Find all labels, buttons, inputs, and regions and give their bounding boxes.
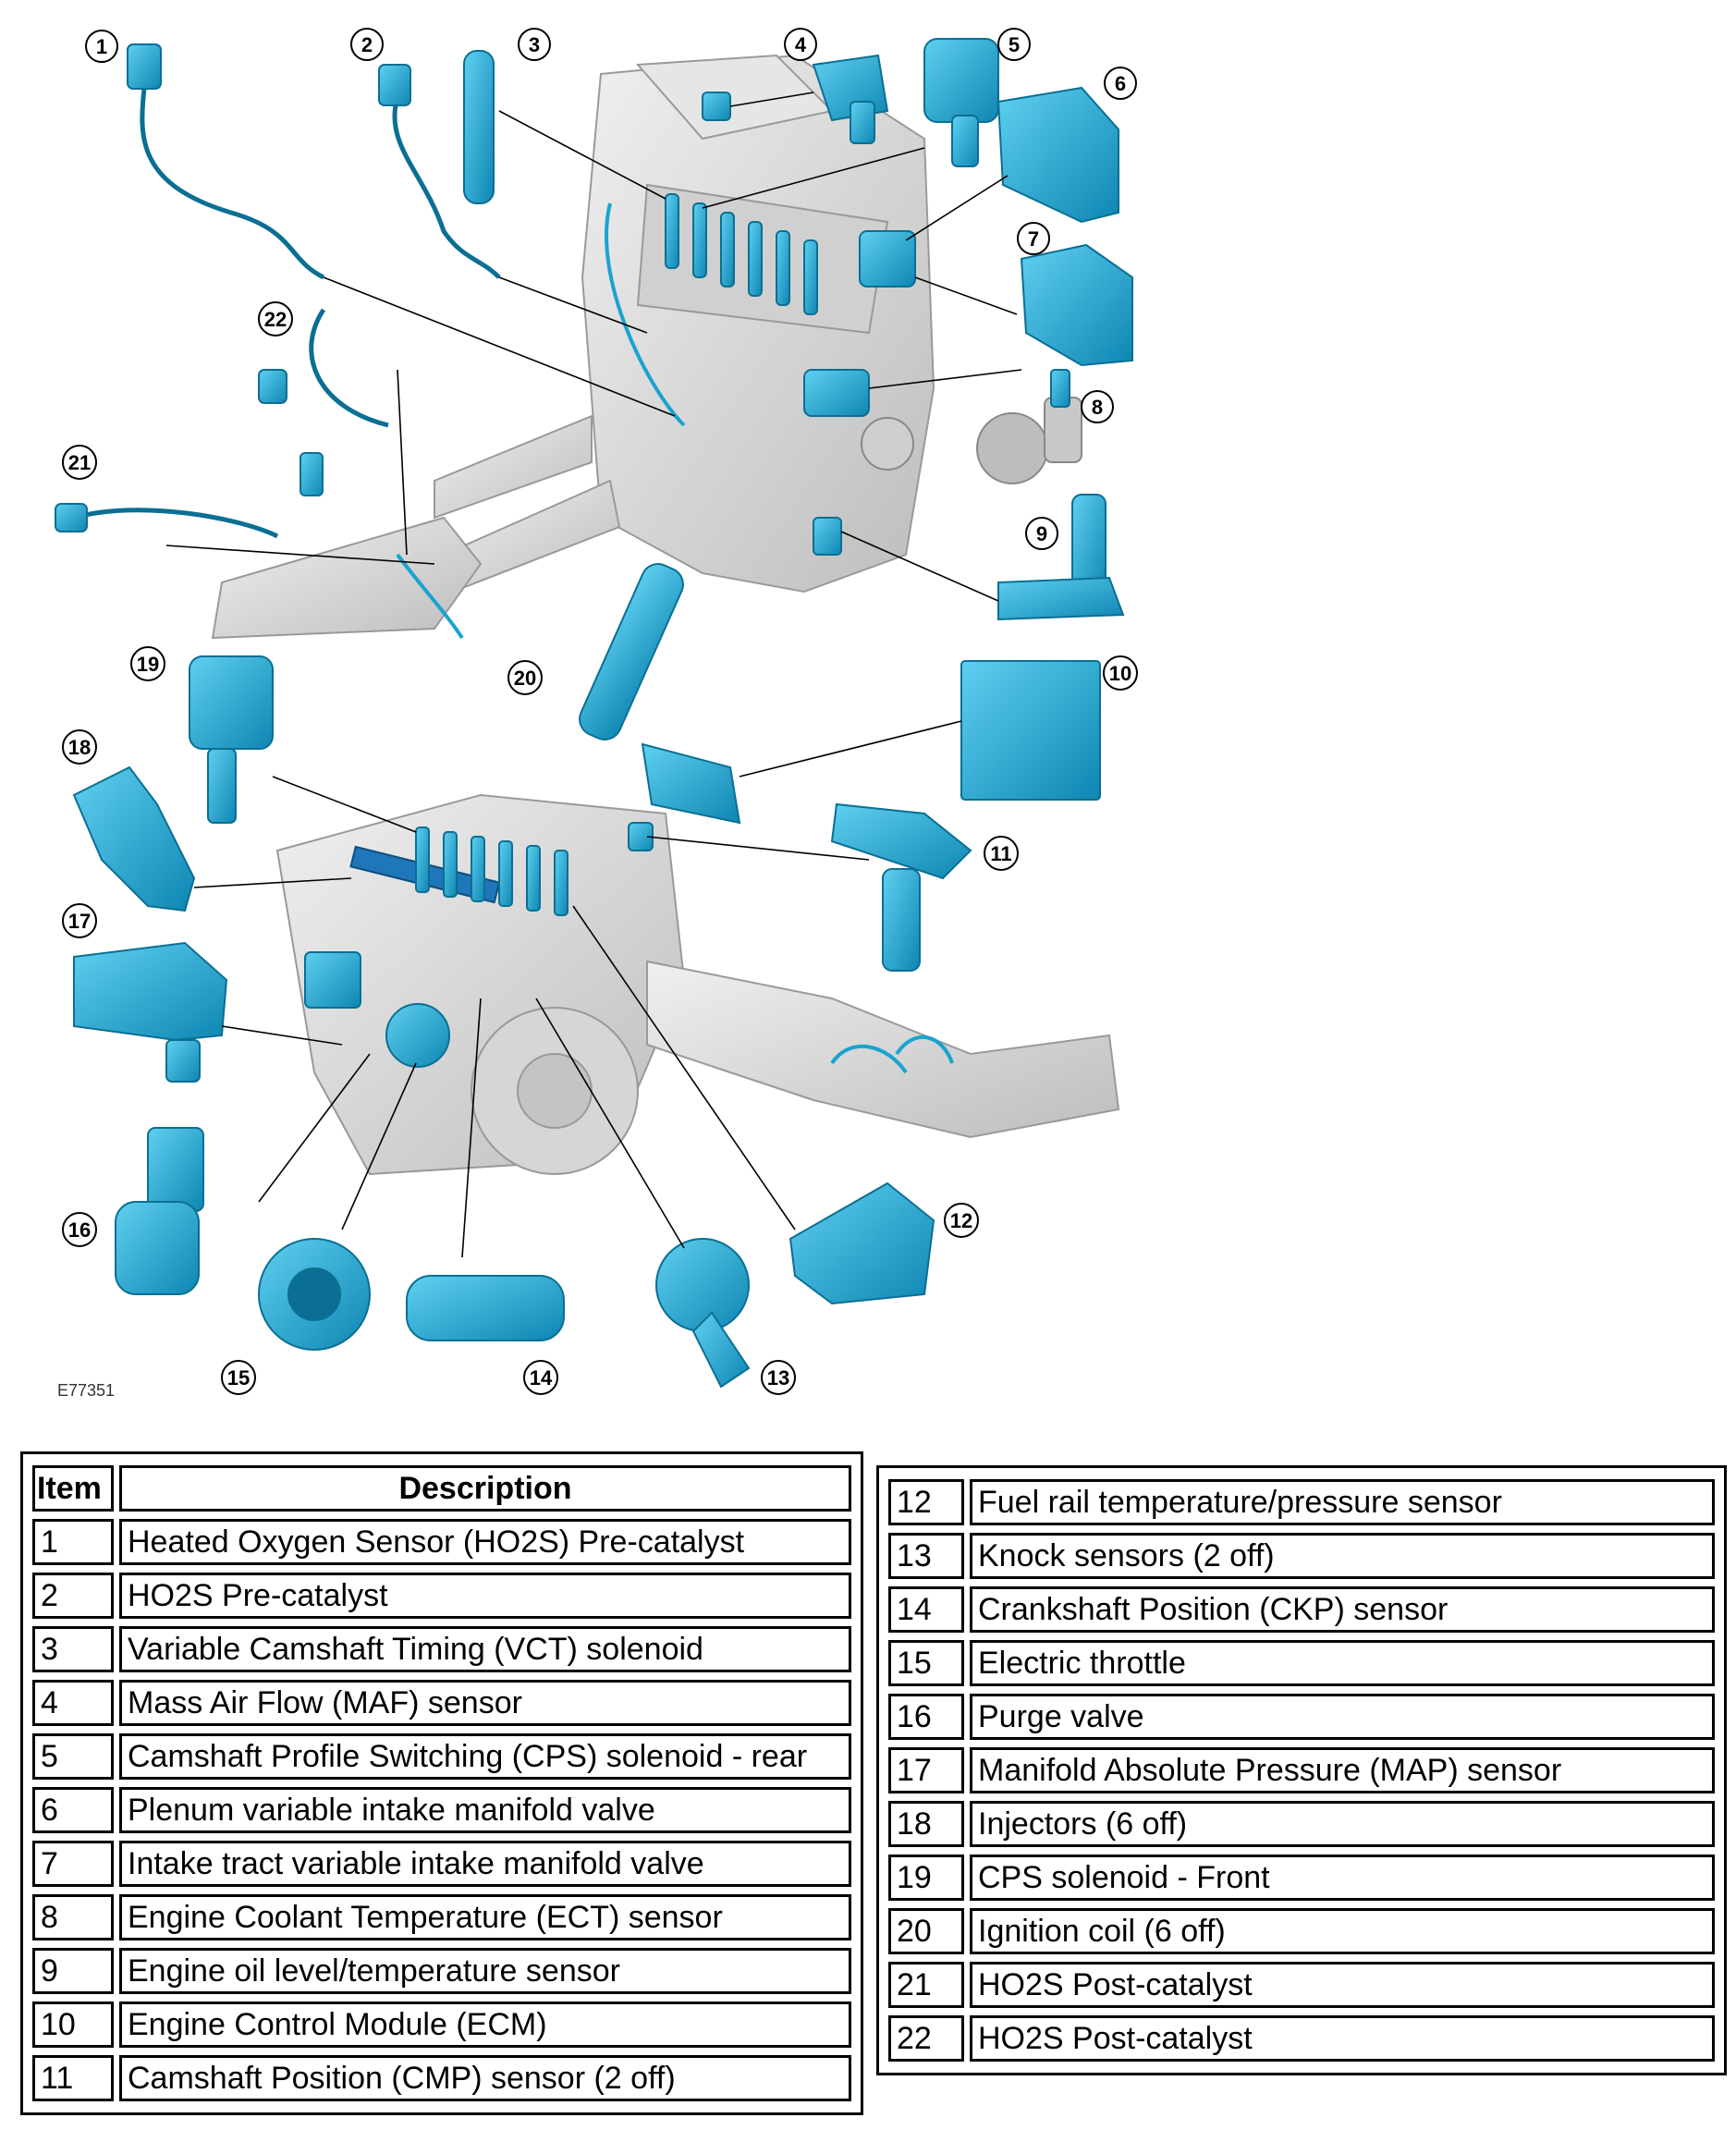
callout-10-number: 10: [1108, 662, 1132, 685]
item-number: 17: [888, 1747, 964, 1793]
item-description: Plenum variable intake manifold valve: [119, 1787, 851, 1833]
callout-14-number: 14: [529, 1366, 553, 1389]
table-row: [888, 2015, 1715, 2062]
table-row: [888, 1962, 1715, 2008]
item-description: Ignition coil (6 off): [970, 1908, 1715, 1954]
callout-8: [1082, 391, 1113, 422]
item-number: 11: [32, 2055, 114, 2101]
callout-2-number: 2: [361, 33, 373, 56]
item-description: Knock sensors (2 off): [970, 1533, 1715, 1579]
item-description: CPS solenoid - Front: [970, 1855, 1715, 1901]
callout-3: [519, 29, 550, 60]
callout-22-number: 22: [263, 308, 287, 331]
item-description: Intake tract variable intake manifold valve: [119, 1841, 851, 1887]
callout-17-number: 17: [67, 910, 92, 933]
item-number: 8: [32, 1894, 114, 1940]
callout-18: [63, 730, 96, 764]
upper-engine-block: [213, 55, 934, 638]
table-row: [32, 1626, 851, 1672]
callout-13: [762, 1361, 795, 1394]
figure-id-label: E77351: [57, 1381, 116, 1400]
item-description: HO2S Post-catalyst: [970, 1962, 1715, 2008]
item-number: 2: [32, 1573, 114, 1619]
callout-4-number: 4: [794, 33, 807, 56]
parts-table-left: [20, 1451, 863, 2115]
callout-16: [63, 1213, 96, 1246]
callout-9: [1026, 518, 1057, 549]
item-description: Camshaft Position (CMP) sensor (2 off): [119, 2055, 851, 2101]
callout-7-number: 7: [1027, 227, 1040, 251]
item-description: Engine oil level/temperature sensor: [119, 1948, 851, 1994]
callout-19: [131, 647, 165, 680]
callout-22: [259, 302, 292, 336]
callout-20: [508, 661, 542, 694]
item-number: 20: [888, 1908, 964, 1954]
callout-5: [998, 29, 1030, 60]
callout-21-number: 21: [67, 451, 92, 474]
item-description: Crankshaft Position (CKP) sensor: [970, 1586, 1715, 1633]
table-header-row: [32, 1465, 851, 1512]
callout-19-number: 19: [136, 653, 160, 676]
item-description: Engine Control Module (ECM): [119, 2001, 851, 2048]
item-number: 5: [32, 1733, 114, 1780]
callout-17: [63, 904, 96, 937]
table-row: [32, 1680, 851, 1726]
item-description: Variable Camshaft Timing (VCT) solenoid: [119, 1626, 851, 1672]
item-description: Electric throttle: [970, 1640, 1715, 1686]
item-number: 19: [888, 1855, 964, 1901]
parts-table-right: [876, 1465, 1727, 2075]
callout-20-number: 20: [513, 667, 537, 690]
item-description: Engine Coolant Temperature (ECT) sensor: [119, 1894, 851, 1940]
item-number: 15: [888, 1640, 964, 1686]
callout-2: [351, 29, 383, 60]
item-description: Heated Oxygen Sensor (HO2S) Pre-catalyst: [119, 1519, 851, 1565]
callout-3-number: 3: [528, 33, 541, 56]
callout-4: [785, 29, 816, 60]
item-description: Camshaft Profile Switching (CPS) solenoid - rear: [119, 1733, 851, 1780]
item-number: 1: [32, 1519, 114, 1565]
item-number: 4: [32, 1680, 114, 1726]
callout-9-number: 9: [1035, 522, 1048, 545]
callout-15-number: 15: [226, 1366, 251, 1389]
table-row: [888, 1747, 1715, 1793]
table-row: [32, 1948, 851, 1994]
table-row: [888, 1801, 1715, 1847]
item-description: HO2S Post-catalyst: [970, 2015, 1715, 2062]
callout-1: [86, 31, 117, 62]
callout-15: [222, 1361, 255, 1394]
item-number: 21: [888, 1962, 964, 2008]
table-row: [32, 1787, 851, 1833]
item-description: Injectors (6 off): [970, 1801, 1715, 1847]
item-number: 10: [32, 2001, 114, 2048]
item-description: Mass Air Flow (MAF) sensor: [119, 1680, 851, 1726]
item-number: 7: [32, 1841, 114, 1887]
item-number: 22: [888, 2015, 964, 2062]
callout-6-number: 6: [1114, 72, 1127, 95]
table-row: [888, 1586, 1715, 1633]
item-number: 18: [888, 1801, 964, 1847]
table-row: [32, 2055, 851, 2101]
callout-11-number: 11: [990, 842, 1012, 865]
item-description: Fuel rail temperature/pressure sensor: [970, 1479, 1715, 1525]
callout-12-number: 12: [949, 1209, 973, 1232]
table-row: [888, 1533, 1715, 1579]
table-row: [32, 1841, 851, 1887]
callout-11: [984, 837, 1018, 870]
item-description: Purge valve: [970, 1694, 1715, 1740]
callout-14: [524, 1361, 557, 1394]
item-number: 3: [32, 1626, 114, 1672]
table-row: [32, 1519, 851, 1565]
callout-12: [945, 1204, 978, 1237]
item-number: 12: [888, 1479, 964, 1525]
callout-5-number: 5: [1008, 33, 1021, 56]
callout-7: [1018, 223, 1049, 254]
table-row: [888, 1908, 1715, 1954]
callout-1-number: 1: [95, 35, 108, 58]
table-row: [32, 2001, 851, 2048]
table-row: [32, 1733, 851, 1780]
item-number: 6: [32, 1787, 114, 1833]
table-row: [32, 1573, 851, 1619]
callout-18-number: 18: [67, 736, 92, 759]
table-row: [888, 1855, 1715, 1901]
item-column-header: Item: [32, 1465, 114, 1512]
item-number: 9: [32, 1948, 114, 1994]
table-row: [888, 1640, 1715, 1686]
table-row: [888, 1479, 1715, 1525]
callout-10: [1104, 656, 1137, 690]
callout-6: [1105, 67, 1136, 99]
callout-16-number: 16: [67, 1218, 92, 1242]
item-description: Manifold Absolute Pressure (MAP) sensor: [970, 1747, 1715, 1793]
table-row: [32, 1894, 851, 1940]
item-number: 14: [888, 1586, 964, 1633]
item-description: HO2S Pre-catalyst: [119, 1573, 851, 1619]
callout-13-number: 13: [766, 1366, 790, 1389]
table-row: [888, 1694, 1715, 1740]
callout-8-number: 8: [1091, 396, 1104, 419]
item-number: 13: [888, 1533, 964, 1579]
description-column-header: Description: [119, 1465, 851, 1512]
item-number: 16: [888, 1694, 964, 1740]
callout-21: [63, 446, 96, 479]
